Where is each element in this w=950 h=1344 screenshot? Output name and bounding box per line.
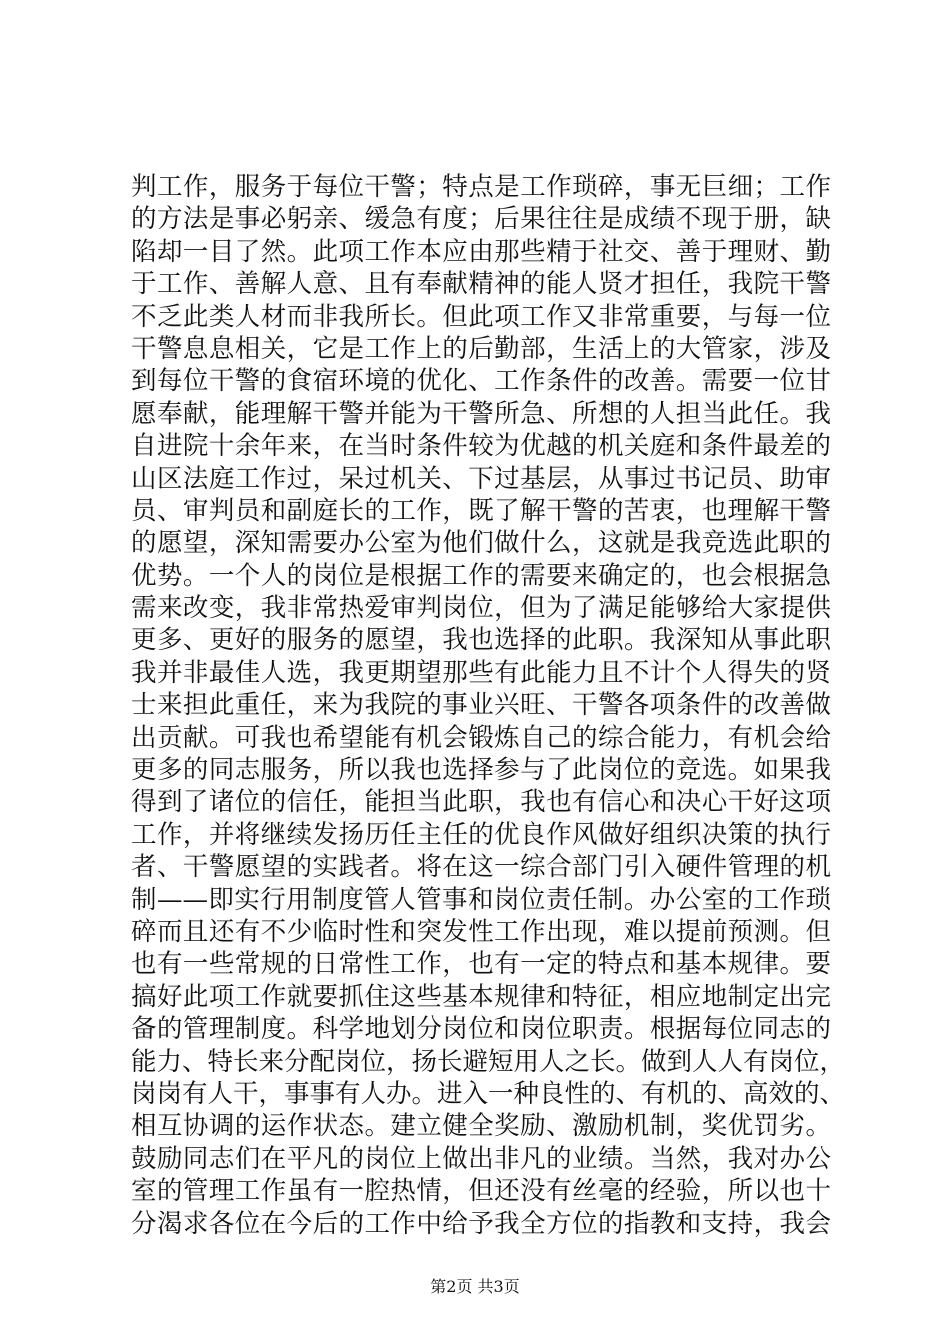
text-line: 得到了诸位的信任，能担当此职，我也有信心和决心干好这项 [131,787,831,818]
text-line: 优势。一个人的岗位是根据工作的需要来确定的，也会根据急 [131,560,831,591]
text-line: 也有一些常规的日常性工作，也有一定的特点和基本规律。要 [131,949,831,980]
text-line: 碎而且还有不少临时性和突发性工作出现，难以提前预测。但 [131,916,831,947]
text-line: 陷却一目了然。此项工作本应由那些精于社交、善于理财、勤 [131,236,831,267]
text-line: 搞好此项工作就要抓住这些基本规律和特征，相应地制定出完 [131,981,831,1012]
text-line: 不乏此类人材而非我所长。但此项工作又非常重要，与每一位 [131,301,831,332]
text-line: 需来改变，我非常热爱审判岗位，但为了满足能够给大家提供 [131,593,831,624]
text-line: 自进院十余年来，在当时条件较为优越的机关庭和条件最差的 [131,431,831,462]
text-line: 室的管理工作虽有一腔热情，但还没有丝毫的经验，所以也十 [131,1176,831,1207]
text-line: 的愿望，深知需要办公室为他们做什么，这就是我竞选此职的 [131,528,831,559]
text-line: 相互协调的运作状态。建立健全奖励、激励机制，奖优罚劣。 [131,1111,831,1142]
text-line: 判工作，服务于每位干警；特点是工作琐碎，事无巨细；工作 [131,172,831,202]
text-line: 士来担此重任，来为我院的事业兴旺、干警各项条件的改善做 [131,690,831,721]
text-line: 者、干警愿望的实践者。将在这一综合部门引入硬件管理的机 [131,852,831,883]
body-text [131,171,846,1240]
text-line: 干警息息相关，它是工作上的后勤部，生活上的大管家，涉及 [131,333,831,364]
text-line: 我并非最佳人选，我更期望那些有此能力且不计个人得失的贤 [131,657,831,688]
text-line: 愿奉献，能理解干警并能为干警所急、所想的人担当此任。我 [131,398,831,429]
page-footer [0,1277,950,1297]
page-number: 第2页 共3页 [430,1277,520,1296]
text-line: 能力、特长来分配岗位，扬长避短用人之长。做到人人有岗位， [131,1046,846,1077]
text-line: 制——即实行用制度管人管事和岗位责任制。办公室的工作琐 [131,884,831,915]
text-line: 备的管理制度。科学地划分岗位和岗位职责。根据每位同志的 [131,1014,831,1045]
text-line: 员、审判员和副庭长的工作，既了解干警的苦衷，也理解干警 [131,495,831,526]
text-line: 山区法庭工作过，呆过机关、下过基层，从事过书记员、助审 [131,463,831,494]
text-line: 更多的同志服务，所以我也选择参与了此岗位的竞选。如果我 [131,755,831,786]
text-line: 分渴求各位在今后的工作中给予我全方位的指教和支持，我会 [131,1208,831,1239]
text-line: 更多、更好的服务的愿望，我也选择的此职。我深知从事此职 [131,625,831,656]
text-line: 鼓励同志们在平凡的岗位上做出非凡的业绩。当然，我对办公 [131,1143,831,1174]
text-line: 的方法是事必躬亲、缓急有度；后果往往是成绩不现于册，缺 [131,204,831,235]
text-line: 到每位干警的食宿环境的优化、工作条件的改善。需要一位甘 [131,366,831,397]
text-line: 出贡献。可我也希望能有机会锻炼自己的综合能力，有机会给 [131,722,831,753]
text-line: 工作，并将继续发扬历任主任的优良作风做好组织决策的执行 [131,819,831,850]
text-line: 岗岗有人干，事事有人办。进入一种良性的、有机的、高效的、 [131,1078,846,1109]
text-line: 于工作、善解人意、且有奉献精神的能人贤才担任，我院干警 [131,269,831,300]
